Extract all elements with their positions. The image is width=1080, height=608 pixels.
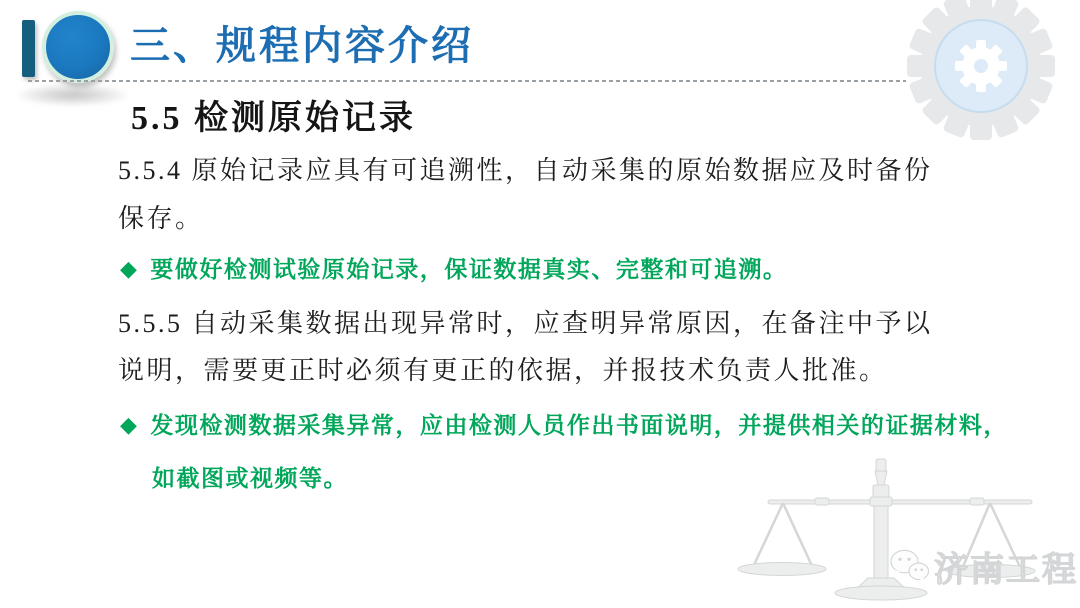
- green-bullet-2-line2: 如截图或视频等。: [152, 466, 348, 491]
- paragraph-555-line1: 5.5.5 自动采集数据出现异常时，应查明异常原因，在备注中予以: [118, 309, 933, 338]
- paragraph-554-line2: 保存。: [118, 204, 204, 233]
- green-bullet-1-text: 要做好检测试验原始记录，保证数据真实、完整和可追溯。: [150, 257, 788, 282]
- gear-icon: [893, 0, 1069, 154]
- paragraph-555-line2: 说明，需要更正时必须有更正的依据，并报技术负责人批准。: [118, 356, 888, 385]
- logo-shadow: [18, 84, 128, 106]
- header-divider: [28, 80, 906, 82]
- logo-circle-icon: [42, 11, 114, 83]
- section-heading: 5.5 检测原始记录: [131, 100, 416, 137]
- green-bullet-2-line1: 发现检测数据采集异常，应由检测人员作出书面说明，并提供相关的证据材料，: [150, 413, 1008, 438]
- wechat-icon: [888, 540, 930, 592]
- watermark-text: 济南工程: [934, 551, 1078, 589]
- paragraph-554-line1: 5.5.4 原始记录应具有可追溯性，自动采集的原始数据应及时备份: [118, 156, 933, 185]
- watermark: [888, 536, 1078, 596]
- logo-bar: [22, 20, 35, 77]
- green-bullet-2: [120, 414, 1008, 437]
- diamond-bullet-icon: ◆: [120, 256, 139, 281]
- green-bullet-1: [120, 258, 787, 281]
- diamond-bullet-icon: ◆: [120, 412, 139, 437]
- page-title: 三、规程内容介绍: [130, 23, 474, 68]
